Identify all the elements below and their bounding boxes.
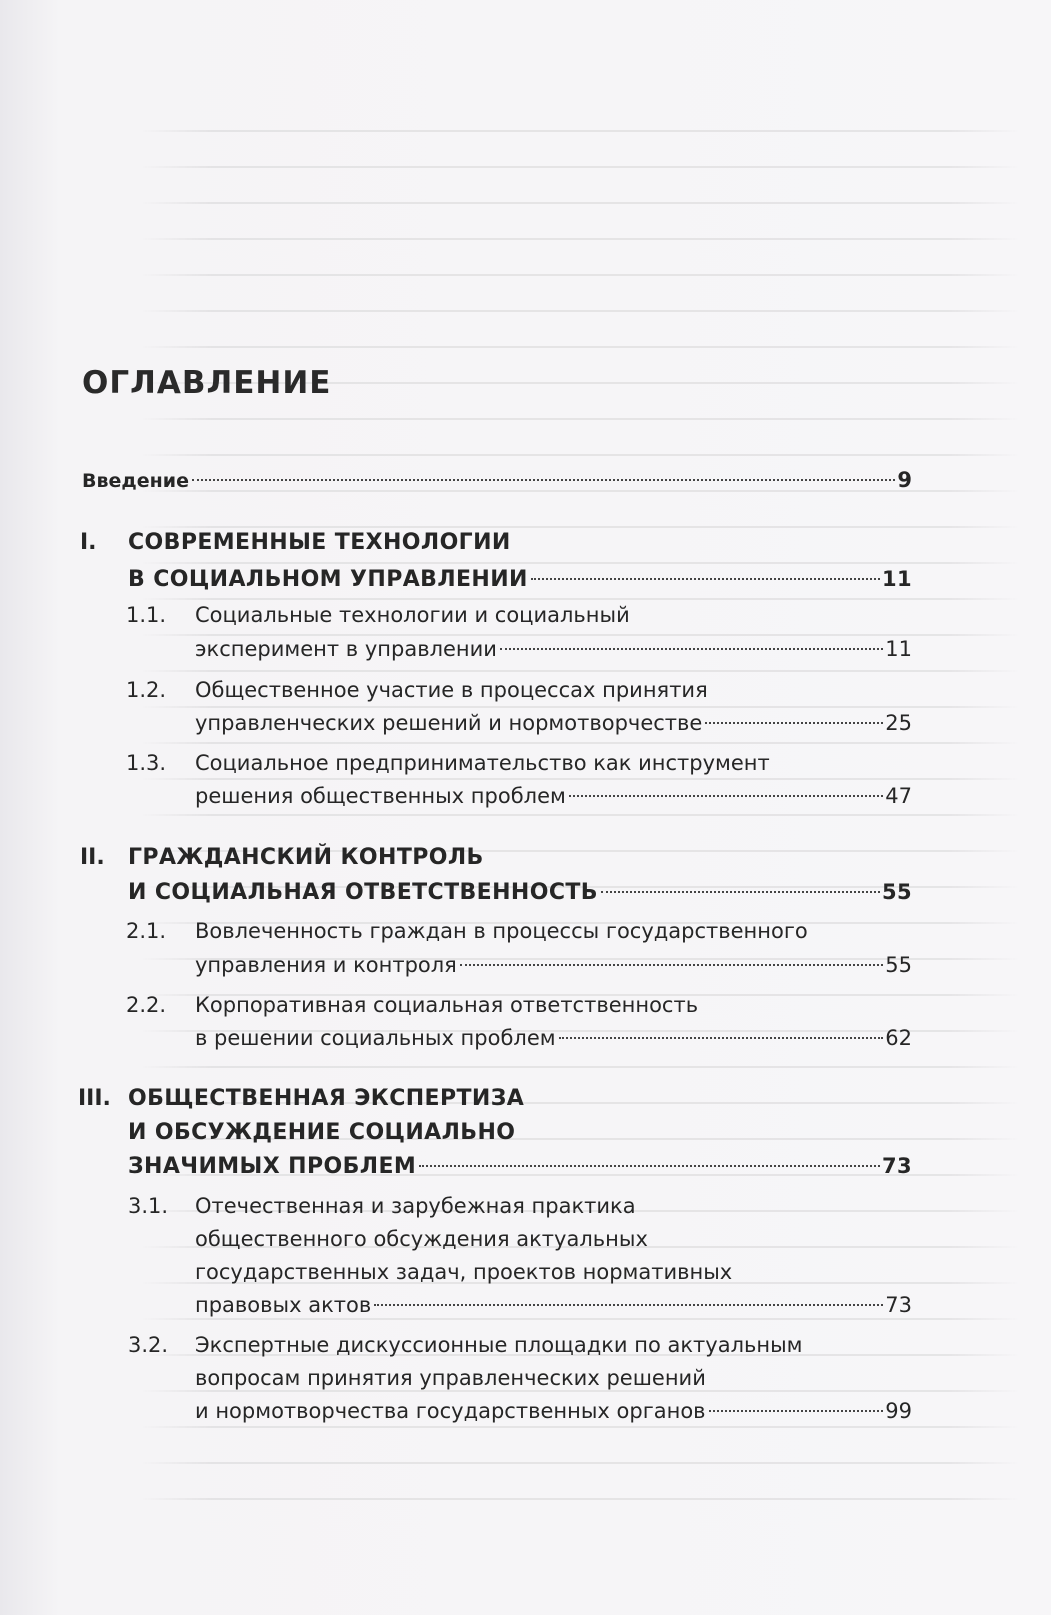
subsection-title-line: Экспертные дискуссионные площадки по актуальным xyxy=(195,1333,803,1357)
toc-line xyxy=(195,1394,912,1428)
toc-line xyxy=(195,1288,912,1322)
leader-dots xyxy=(569,795,883,797)
section-title-line: ЗНАЧИМЫХ ПРОБЛЕМ xyxy=(128,1154,417,1179)
page-number: 11 xyxy=(881,567,912,591)
page-number: 73 xyxy=(885,1293,912,1317)
leader-dots xyxy=(419,1165,880,1167)
toc-line xyxy=(195,948,912,982)
subsection-title-line: в решении социальных проблем xyxy=(195,1026,556,1050)
subsection-title-line: Социальные технологии и социальный xyxy=(195,603,630,627)
subsection-title-line: Отечественная и зарубежная практика xyxy=(195,1194,636,1218)
subsection-title-line: Общественное участие в процессах принятия xyxy=(195,678,708,702)
subsection-title-line: правовых актов xyxy=(195,1293,372,1317)
section-number: I. xyxy=(80,530,97,555)
subsection-title-line: Корпоративная социальная ответственность xyxy=(195,993,699,1017)
subsection-number: 2.1. xyxy=(126,919,167,943)
subsection-title-line: Вовлеченность граждан в процессы государственного xyxy=(195,919,808,943)
toc-line xyxy=(128,562,912,597)
subsection-number: 3.1. xyxy=(128,1194,169,1218)
section-title-line: ОБЩЕСТВЕННАЯ ЭКСПЕРТИЗА xyxy=(128,1086,525,1111)
leader-dots xyxy=(531,578,880,580)
leader-dots xyxy=(559,1037,884,1039)
subsection-title-line: эксперимент в управлении xyxy=(195,637,497,661)
subsection-number: 1.3. xyxy=(126,751,167,775)
section-title-line: В СОЦИАЛЬНОМ УПРАВЛЕНИИ xyxy=(128,567,528,592)
section-title-line: И ОБСУЖДЕНИЕ СОЦИАЛЬНО xyxy=(128,1120,516,1145)
subsection-title-line: и нормотворчества государственных органов xyxy=(195,1399,706,1423)
subsection-title-line: общественного обсуждения актуальных xyxy=(195,1227,648,1251)
page-number: 11 xyxy=(885,637,912,661)
section-title-line: ГРАЖДАНСКИЙ КОНТРОЛЬ xyxy=(128,845,484,870)
subsection-number: 3.2. xyxy=(128,1333,169,1357)
toc-line xyxy=(195,706,912,740)
subsection-title-line: управления и контроля xyxy=(195,953,457,977)
section-title-line: СОВРЕМЕННЫЕ ТЕХНОЛОГИИ xyxy=(128,530,511,555)
leader-dots xyxy=(500,648,883,650)
section-number: III. xyxy=(78,1086,111,1111)
page-number: 25 xyxy=(885,711,912,735)
page-number: 73 xyxy=(881,1154,912,1178)
subsection-title-line: решения общественных проблем xyxy=(195,784,566,808)
subsection-number: 2.2. xyxy=(126,993,167,1017)
toc-line xyxy=(195,1021,912,1055)
toc-entry-title: Введение xyxy=(82,470,189,492)
subsection-title-line: государственных задач, проектов нормативных xyxy=(195,1260,733,1284)
toc-line xyxy=(195,779,912,813)
page-number: 55 xyxy=(881,880,912,904)
leader-dots xyxy=(192,479,895,481)
toc-line xyxy=(195,632,912,666)
section-title-line: И СОЦИАЛЬНАЯ ОТВЕТСТВЕННОСТЬ xyxy=(128,880,598,905)
page-number: 47 xyxy=(885,784,912,808)
page-number: 99 xyxy=(885,1399,912,1423)
page-number: 55 xyxy=(885,953,912,977)
toc-line xyxy=(128,1149,912,1184)
leader-dots xyxy=(460,964,883,966)
leader-dots xyxy=(601,891,880,893)
toc-line xyxy=(82,463,912,498)
subsection-title-line: вопросам принятия управленческих решений xyxy=(195,1366,706,1390)
page-title: ОГЛАВЛЕНИЕ xyxy=(82,365,332,401)
toc-line xyxy=(128,875,912,910)
subsection-title-line: Социальное предпринимательство как инструмент xyxy=(195,751,770,775)
subsection-number: 1.1. xyxy=(126,603,167,627)
leader-dots xyxy=(709,1410,884,1412)
section-number: II. xyxy=(80,845,105,870)
subsection-number: 1.2. xyxy=(126,678,167,702)
page-number: 62 xyxy=(885,1026,912,1050)
page-number: 9 xyxy=(897,468,912,492)
leader-dots xyxy=(705,722,883,724)
leader-dots xyxy=(374,1304,883,1306)
subsection-title-line: управленческих решений и нормотворчестве xyxy=(195,711,703,735)
